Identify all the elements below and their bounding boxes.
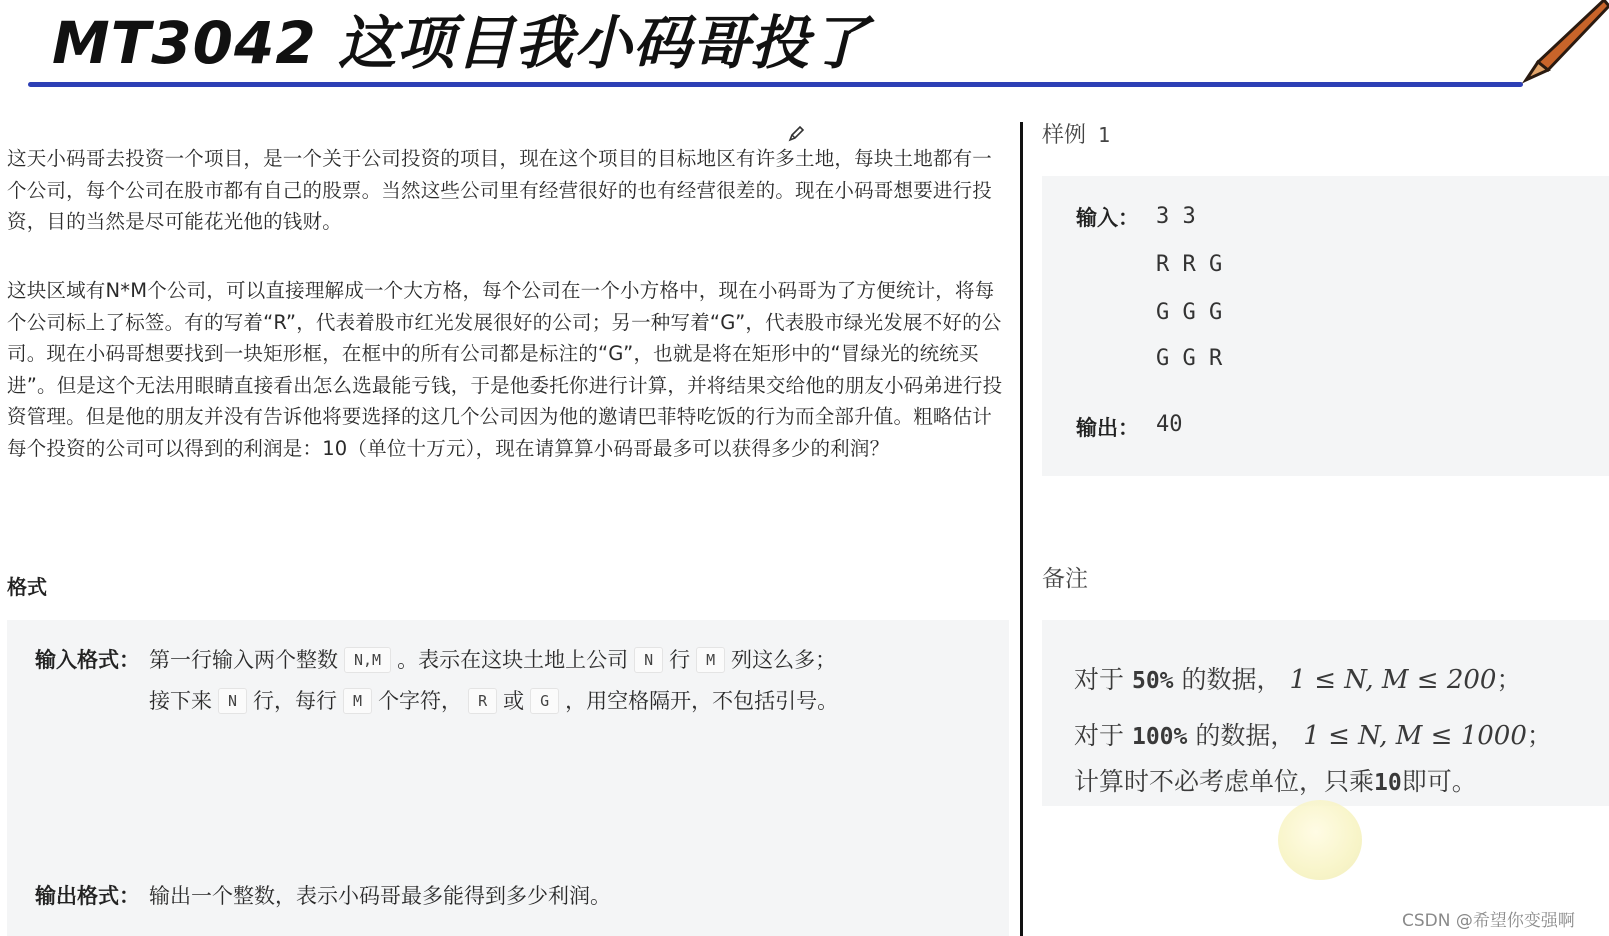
notes-math: 1 ≤ N, M ≤ 1000: [1303, 721, 1527, 751]
sample-input-label: 输入：: [1076, 206, 1139, 230]
notes-text: ；: [1496, 665, 1522, 694]
input-format-text: [149, 640, 939, 722]
notes-box: [1042, 620, 1609, 806]
output-format-row: [35, 876, 939, 917]
sample-grid-row: G G G: [1156, 300, 1223, 325]
input-format-fragment: 第一行输入两个整数: [149, 648, 338, 672]
input-format-fragment: 行，每行: [253, 689, 338, 713]
problem-paragraph-1: 这天小码哥去投资一个项目，是一个关于公司投资的项目，现在这个项目的目标地区有许多土地，每块土地都有一个公司，每个公司在股市都有自己的股票。当然这些公司里有经营很好的也有经营很差的。现在小码哥想要进行投资，目的当然是尽可能花光他的钱财。: [7, 147, 993, 233]
sample-title-text: 样例: [1042, 123, 1087, 148]
output-format-text: 输出一个整数，表示小码哥最多能得到多少利润。: [149, 884, 611, 908]
sample-box: [1042, 176, 1609, 476]
notes-line-3: [1074, 762, 1477, 798]
page-title: MT3042 这项目我小码哥投了: [52, 9, 869, 77]
title-underline: [28, 82, 1523, 87]
notes-text: 计算时不必考虑单位，只乘: [1074, 767, 1375, 796]
sample-grid-row: R R G: [1156, 252, 1223, 277]
notes-text: 的数据，: [1195, 721, 1296, 750]
input-format-fragment: 接下来: [149, 689, 212, 713]
notes-percent: 50%: [1131, 668, 1174, 694]
notes-line-1: [1074, 660, 1522, 696]
format-section-label: 格式: [7, 575, 47, 599]
notes-text: 对于: [1074, 665, 1125, 694]
output-format-label: 输出格式：: [35, 884, 140, 908]
notes-text: 的数据，: [1181, 665, 1282, 694]
code-r: R: [468, 688, 497, 714]
sample-output-label: 输出：: [1076, 416, 1139, 440]
sample-input-first-line: 3 3: [1156, 204, 1196, 229]
edit-pen-icon[interactable]: [786, 124, 806, 144]
input-format-fragment: 行: [669, 648, 691, 672]
column-divider: [1020, 122, 1023, 936]
input-format-fragment: 个字符，: [378, 689, 463, 713]
sample-output-value: 40: [1156, 412, 1183, 437]
code-n: N: [634, 647, 663, 673]
notes-percent: 100%: [1131, 724, 1188, 750]
input-format-row: [35, 640, 939, 722]
input-format-label: 输入格式：: [35, 648, 140, 672]
watermark: CSDN @希望你变强啊: [1402, 911, 1575, 931]
code-n: N: [218, 688, 247, 714]
format-box: [7, 620, 1009, 936]
input-format-fragment: 或: [503, 689, 525, 713]
notes-math: 1 ≤ N, M ≤ 200: [1289, 665, 1497, 695]
code-nm: N,M: [344, 647, 391, 673]
input-format-fragment: 列这么多；: [731, 648, 837, 672]
notes-text: ；: [1526, 721, 1552, 750]
cursor-highlight: [1278, 800, 1362, 880]
notes-title: 备注: [1042, 566, 1088, 592]
notes-line-2: [1074, 716, 1552, 752]
code-g: G: [530, 688, 559, 714]
code-m: M: [696, 647, 725, 673]
notes-text: 即可。: [1401, 767, 1477, 796]
sample-grid-row: G G R: [1156, 346, 1223, 371]
problem-paragraph-2: 这块区域有N*M个公司，可以直接理解成一个大方格，每个公司在一个小方格中，现在小码哥为了方便统计，将每个公司标上了标签。有的写着“R”，代表着股市红光发展很好的公司；另一种写着“G”，代表股市绿光发展不好的公司。现在小码哥想要找到一块矩形框，在框中的所有公司都是标注的“G”，也就是将在矩形中的“冒绿光的统统买进”。但是这个无法用眼睛直接看出怎么选最能亏钱，于是他委托你进行计算，并将结果交给他的朋友小码弟进行投资管理。但是他的朋友并没有告诉他将要选择的这几个公司因为他的邀请巴菲特吃饭的行为而全部升值。粗略估计每个投资的公司可以得到的利润是：10（单位十万元），现在请算算小码哥最多可以获得多少的利润？: [7, 279, 1003, 460]
sample-number: 1: [1098, 123, 1111, 147]
notes-text: 对于: [1074, 721, 1125, 750]
pencil-icon: [1522, 0, 1609, 86]
sample-title: [1042, 118, 1110, 149]
code-m: M: [343, 688, 372, 714]
input-format-fragment: ，用空格隔开，不包括引号。: [565, 689, 839, 713]
input-format-fragment: 。表示在这块土地上公司: [397, 648, 629, 672]
notes-number: 10: [1374, 770, 1402, 796]
